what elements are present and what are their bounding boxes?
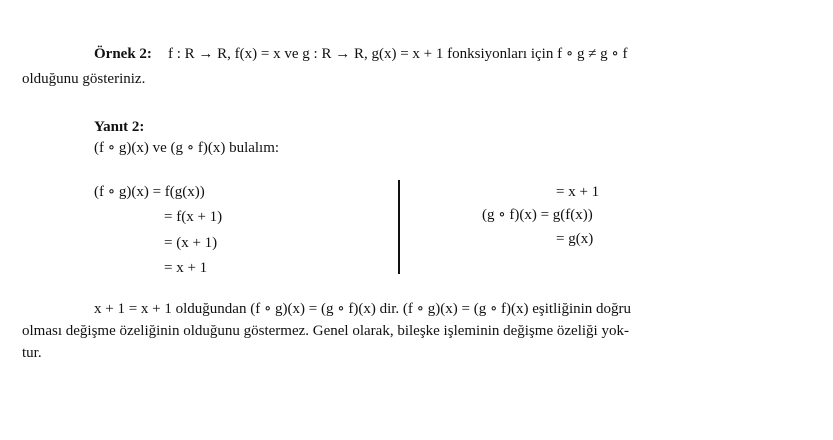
- left-step-2: = f(x + 1): [164, 209, 223, 225]
- left-step-3: = (x + 1): [164, 235, 218, 251]
- conclusion-line-3: tur.: [22, 345, 42, 361]
- left-step-1: (f ∘ g)(x) = f(g(x)): [94, 184, 205, 200]
- conclusion-line-2: olması değişme özeliğinin olduğunu göstermez. Genel olarak, bileşke işleminin değişme özeliği yok-: [22, 323, 629, 339]
- answer-intro: (f ∘ g)(x) ve (g ∘ f)(x) bulalım:: [94, 140, 280, 156]
- example-statement-cont: olduğunu gösteriniz.: [22, 71, 146, 87]
- left-step-4: = x + 1: [164, 260, 208, 276]
- right-step-2: (g ∘ f)(x) = g(f(x)): [482, 207, 593, 223]
- answer-title: Yanıt 2:: [94, 119, 145, 135]
- right-step-3: = g(x): [556, 231, 594, 247]
- conclusion-line-1: x + 1 = x + 1 olduğundan (f ∘ g)(x) = (g ∘ f)(x) dir. (f ∘ g)(x) = (g ∘ f)(x) eşitliğinin doğru: [94, 301, 632, 317]
- example-statement: f : R → R, f(x) = x ve g : R → R, g(x) = x + 1 fonksiyonları için f ∘ g ≠ g ∘ f: [168, 46, 628, 62]
- right-step-1: = x + 1: [556, 184, 600, 200]
- example-title: Örnek 2:: [94, 46, 152, 62]
- column-divider: [398, 180, 400, 274]
